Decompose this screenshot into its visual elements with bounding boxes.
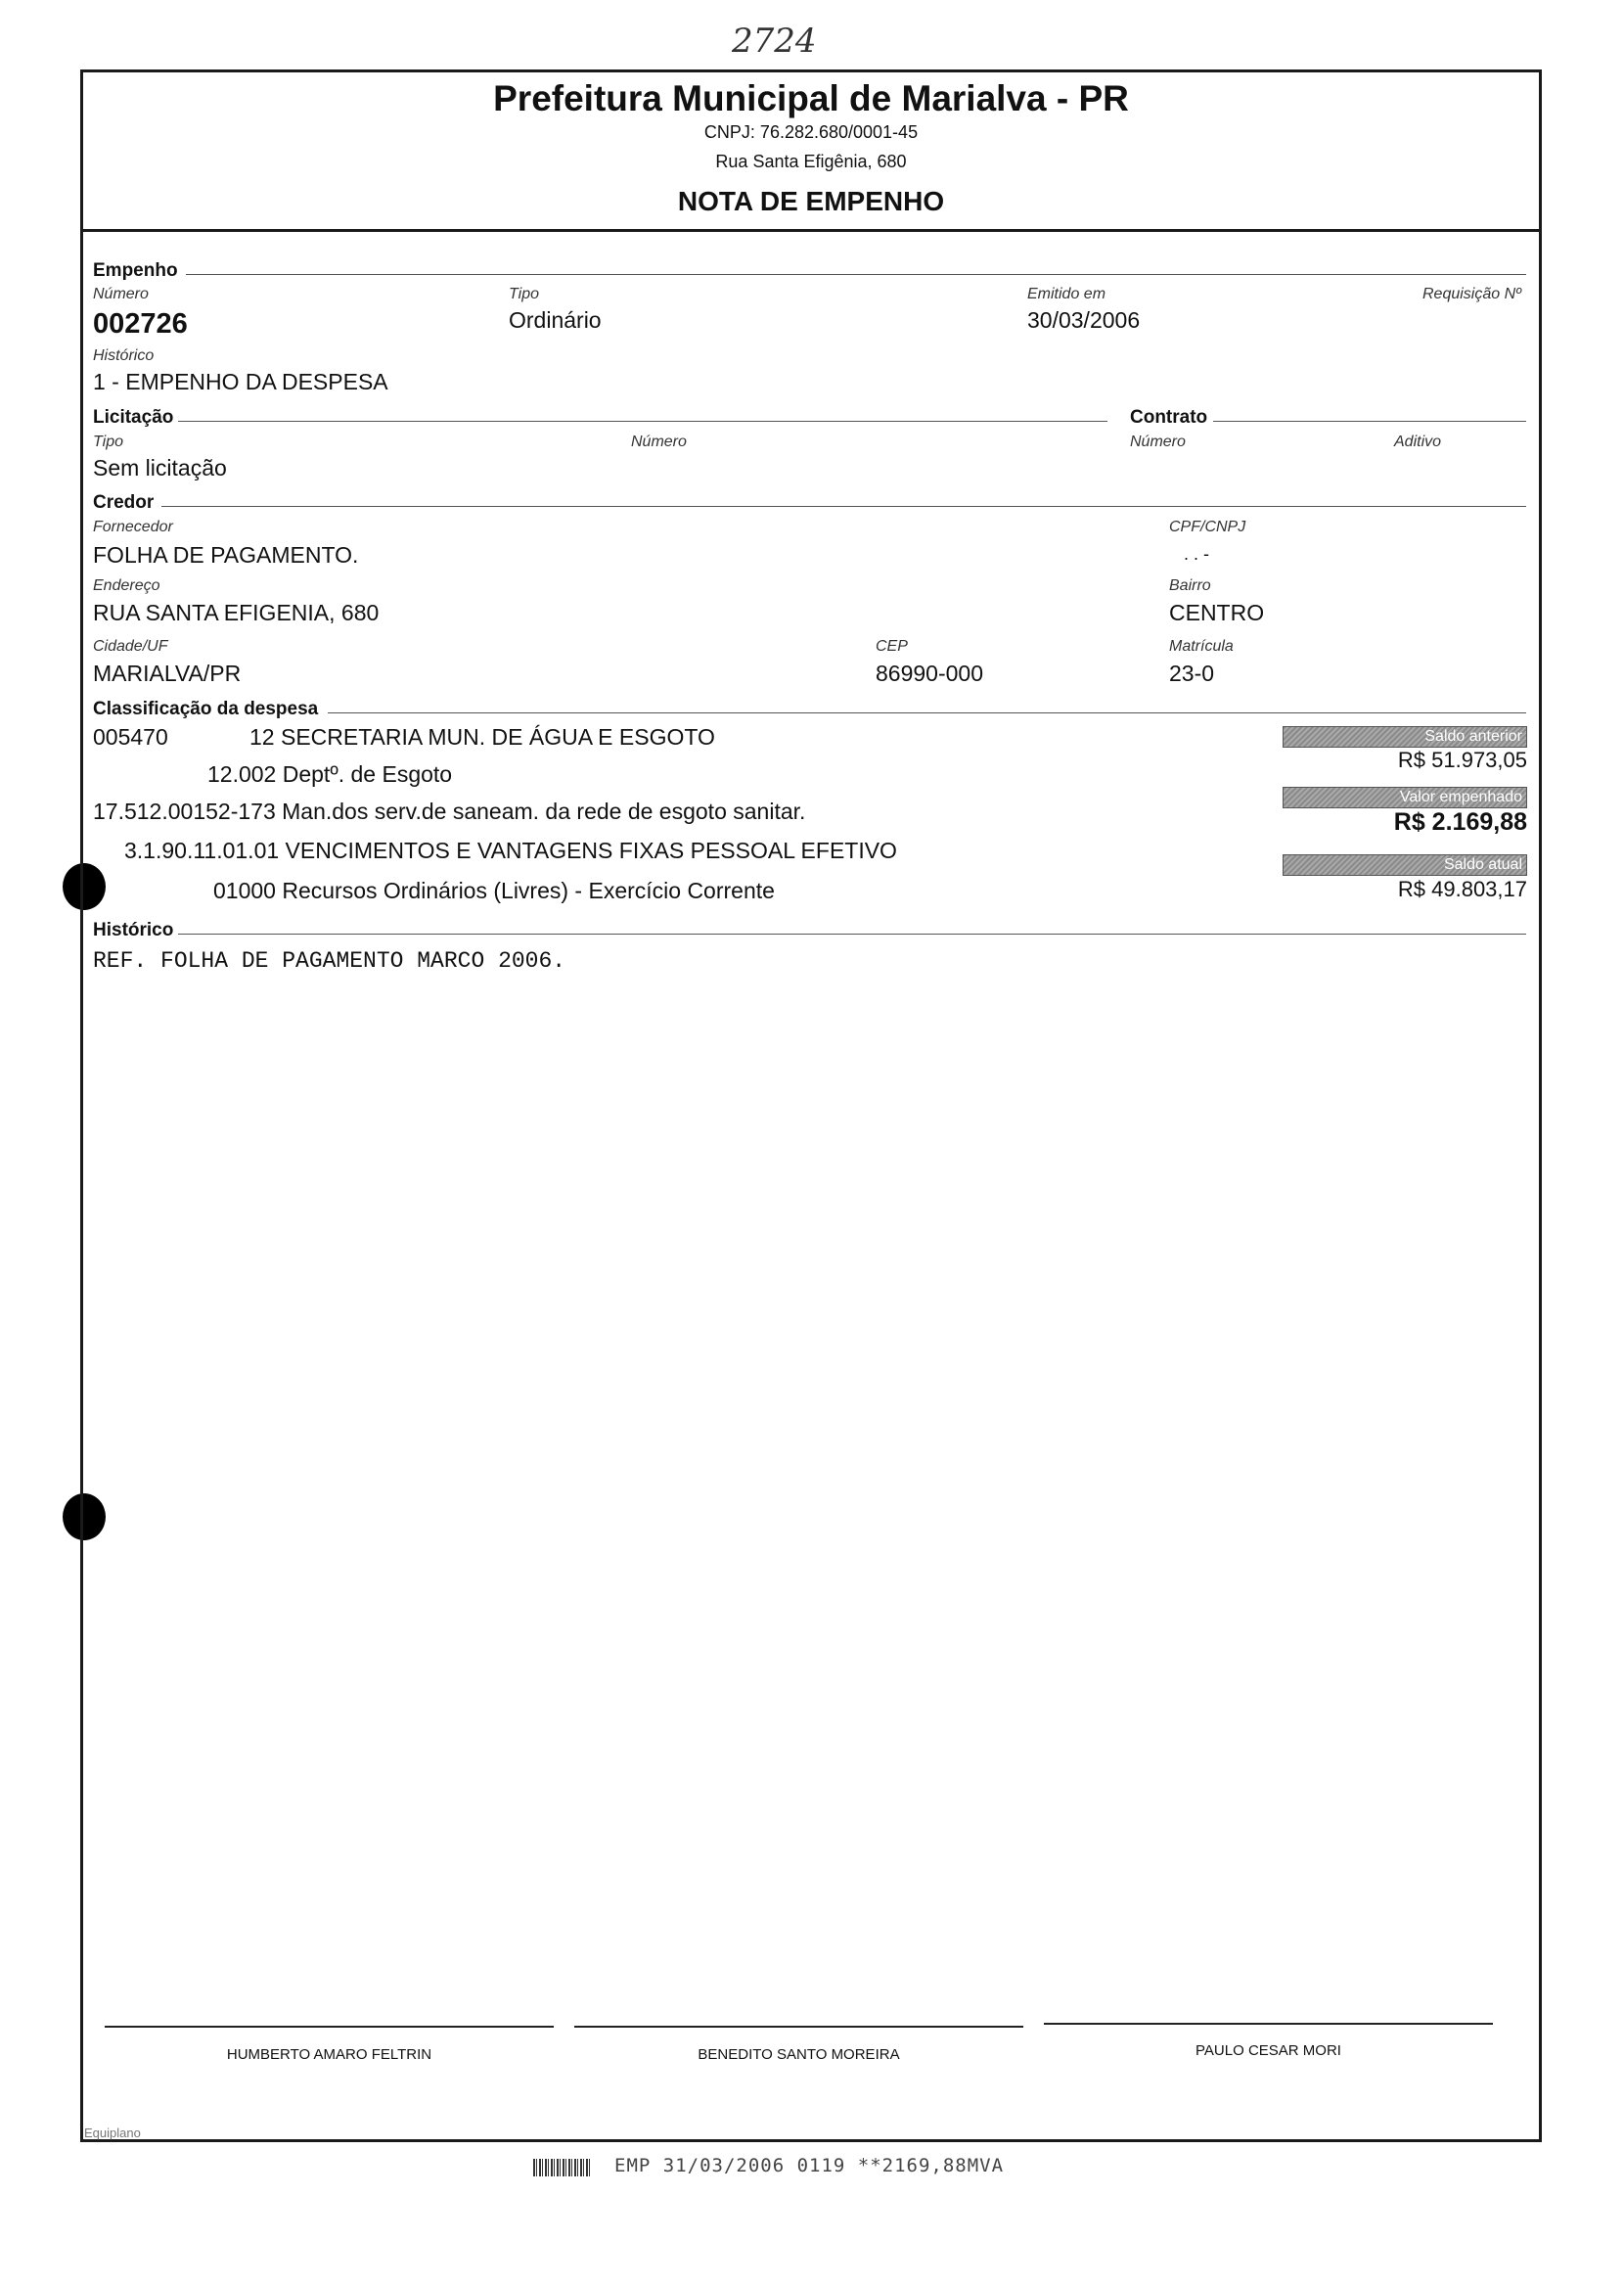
saldo-anterior-label: Saldo anterior <box>1424 728 1522 745</box>
section-historico: Histórico <box>93 920 174 940</box>
document-title: NOTA DE EMPENHO <box>677 186 945 216</box>
rule-contrato <box>1213 421 1526 422</box>
cep-label: CEP <box>876 638 908 655</box>
mechanical-stamp: EMP 31/03/2006 0119 **2169,88MVA <box>614 2155 1005 2176</box>
cpf-label: CPF/CNPJ <box>1169 519 1246 535</box>
fornecedor-value: FOLHA DE PAGAMENTO. <box>93 542 359 568</box>
cep-value: 86990-000 <box>876 661 983 686</box>
historico-value: 1 - EMPENHO DA DESPESA <box>93 369 388 394</box>
cidade-value: MARIALVA/PR <box>93 661 242 686</box>
signature-line-3 <box>1044 2023 1493 2025</box>
stamp-barcode <box>533 2159 590 2176</box>
municipality-title: Prefeitura Municipal de Marialva - PR <box>493 78 1129 118</box>
signature-line-1 <box>105 2026 554 2028</box>
contrato-numero-label: Número <box>1130 434 1186 450</box>
emitido-date: 30/03/2006 <box>1027 307 1141 333</box>
valor-empenhado-bar <box>1283 787 1527 808</box>
valor-empenhado-label: Valor empenhado <box>1399 789 1522 805</box>
emitido-label: Emitido em <box>1027 286 1106 302</box>
saldo-anterior-value: R$ 51.973,05 <box>1397 748 1527 772</box>
section-credor: Credor <box>93 492 155 513</box>
rule-credor <box>161 506 1526 507</box>
software-name: Equiplano <box>84 2126 141 2140</box>
bairro-label: Bairro <box>1169 577 1211 594</box>
bairro-value: CENTRO <box>1169 600 1265 625</box>
cnpj: CNPJ: 76.282.680/0001-45 <box>703 122 919 142</box>
cidade-label: Cidade/UF <box>93 638 168 655</box>
saldo-atual-value: R$ 49.803,17 <box>1397 877 1527 901</box>
endereco-value: RUA SANTA EFIGENIA, 680 <box>93 600 380 625</box>
rule-licitacao <box>178 421 1107 422</box>
licitacao-tipo: Sem licitação <box>93 455 227 480</box>
signatory-1: HUMBERTO AMARO FELTRIN <box>226 2046 432 2063</box>
orgao-description: 12 SECRETARIA MUN. DE ÁGUA E ESGOTO <box>249 724 715 750</box>
contrato-aditivo-label: Aditivo <box>1394 434 1442 450</box>
saldo-atual-bar <box>1283 854 1527 876</box>
elemento-description: 3.1.90.11.01.01 VENCIMENTOS E VANTAGENS FIXAS PESSOAL EFETIVO <box>124 838 897 863</box>
cpf-value: . . - <box>1184 544 1209 564</box>
matricula-value: 23-0 <box>1169 661 1215 686</box>
rule-historico <box>178 934 1526 935</box>
historico-label: Histórico <box>93 347 155 364</box>
section-contrato: Contrato <box>1130 407 1208 428</box>
endereco-label: Endereço <box>93 577 160 594</box>
saldo-atual-label: Saldo atual <box>1443 856 1522 873</box>
programa-description: 17.512.00152-173 Man.dos serv.de saneam. da rede de esgoto sanitar. <box>93 799 806 824</box>
fornecedor-label: Fornecedor <box>93 519 173 535</box>
handwritten-number: 2724 <box>732 22 817 61</box>
section-empenho: Empenho <box>93 260 178 281</box>
numero-label: Número <box>93 286 149 302</box>
unidade-description: 12.002 Deptº. de Esgoto <box>207 761 453 787</box>
orgao-code: 005470 <box>93 724 168 750</box>
signature-line-2 <box>574 2026 1023 2028</box>
empenho-number: 002726 <box>93 308 188 340</box>
section-licitacao: Licitação <box>93 407 174 428</box>
licitacao-tipo-label: Tipo <box>93 434 123 450</box>
signatory-2: BENEDITO SANTO MOREIRA <box>698 2046 900 2063</box>
tipo-value: Ordinário <box>509 307 602 333</box>
header-divider <box>80 229 1542 232</box>
address: Rua Santa Efigênia, 680 <box>715 152 907 171</box>
rule-empenho <box>186 274 1526 275</box>
rule-classificacao <box>328 712 1526 713</box>
saldo-anterior-bar <box>1283 726 1527 748</box>
tipo-label: Tipo <box>509 286 539 302</box>
matricula-label: Matrícula <box>1169 638 1234 655</box>
recurso-description: 01000 Recursos Ordinários (Livres) - Exercício Corrente <box>213 878 775 903</box>
section-classificacao: Classificação da despesa <box>93 699 319 719</box>
requisicao-label: Requisição Nº <box>1422 286 1521 302</box>
licitacao-numero-label: Número <box>631 434 687 450</box>
historico-text: REF. FOLHA DE PAGAMENTO MARCO 2006. <box>93 948 566 974</box>
signatory-3: PAULO CESAR MORI <box>1195 2042 1341 2059</box>
valor-empenhado-value: R$ 2.169,88 <box>1393 808 1527 836</box>
